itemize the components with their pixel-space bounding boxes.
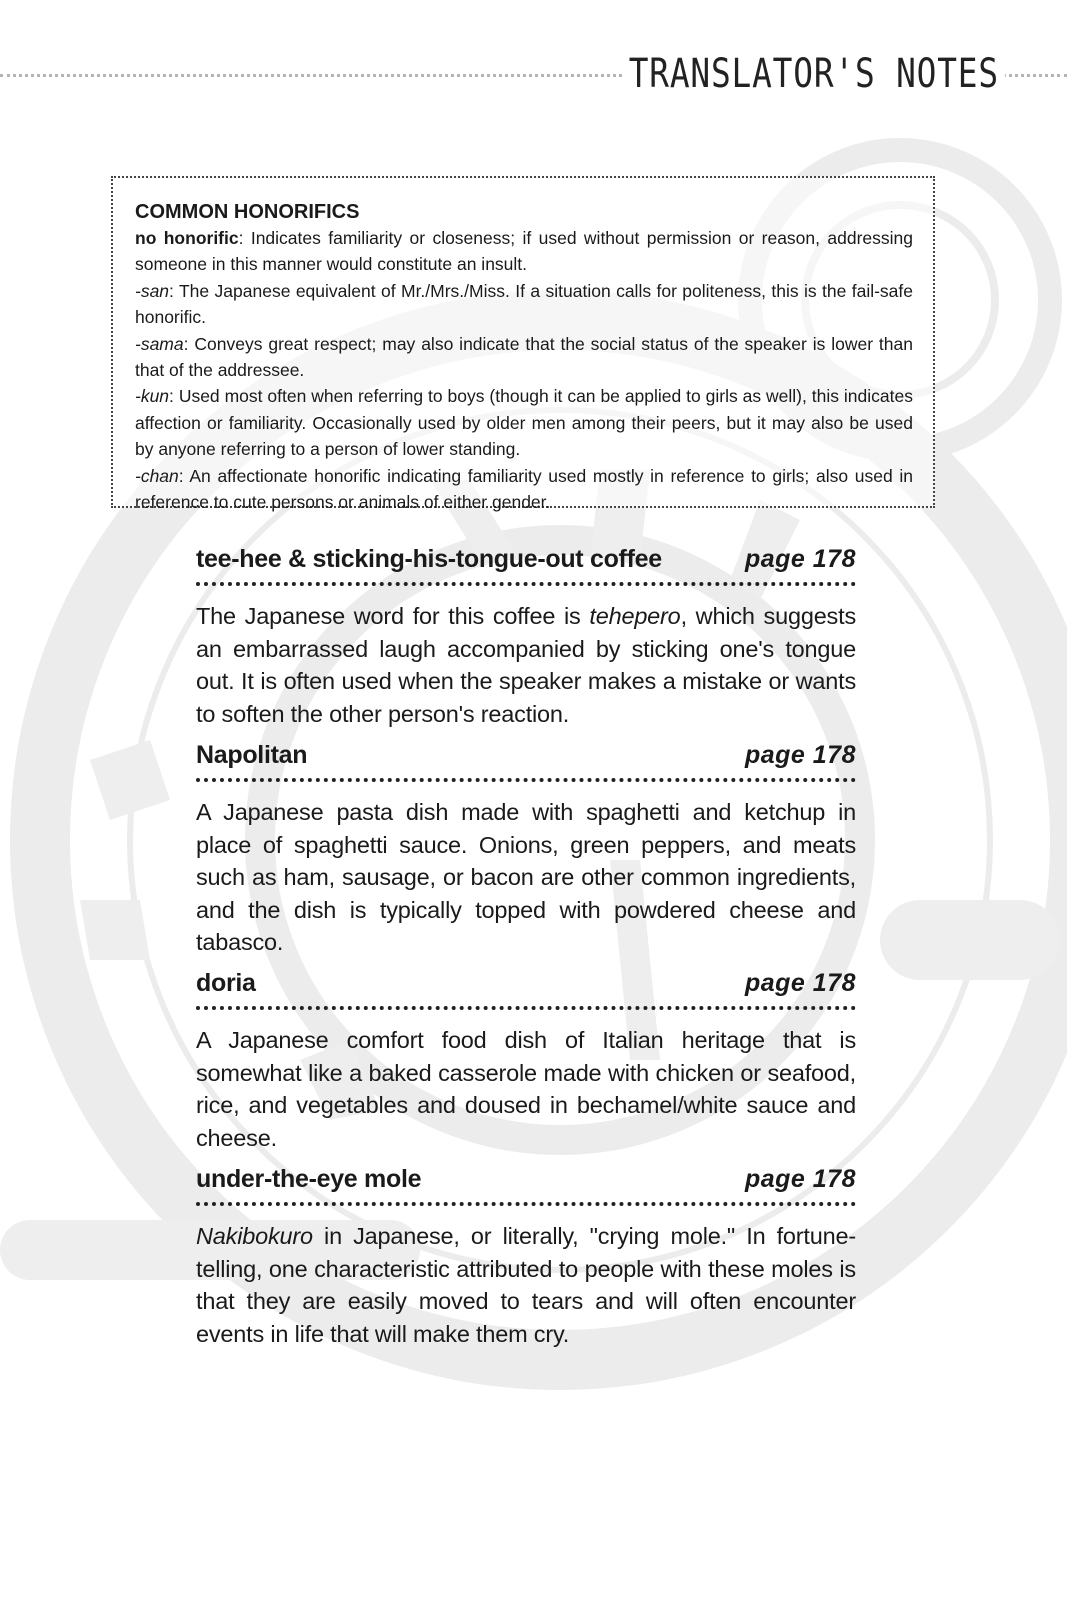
note-dotted-rule (196, 1202, 856, 1206)
honorific-definition: : The Japanese equivalent of Mr./Mrs./Miss. If a situation calls for politeness, this is the fail-safe honorific. (135, 280, 913, 328)
honorific-definition: : Used most often when referring to boys (though it can be applied to girls as well), this indicates affection or familiarity. Occasionally used by older men among their peers, but it may also be used by anyone referring to a person of lower standing. (135, 386, 913, 460)
note-header (196, 538, 856, 580)
note-text: The Japanese word for this coffee is (196, 603, 590, 629)
honorific-term: -kun (135, 386, 170, 407)
note-title: tee-hee & sticking-his-tongue-out coffee (196, 545, 662, 573)
honorific-term: -san (135, 280, 170, 301)
honorifics-box (111, 176, 935, 513)
note-body (196, 600, 856, 730)
honorific-sama (135, 331, 913, 384)
note-text: , which suggests an embarrassed laugh accompanied by sticking one's tongue out. It is often used when the speaker makes a mistake or wants to soften the other person's reaction. (196, 603, 856, 727)
honorific-definition: : An affectionate honorific indicating familiarity used mostly in reference to girls; also used in reference to cute persons or animals of either gender. (135, 465, 913, 513)
note-italic-term: tehepero (589, 603, 681, 629)
honorific-no-honorific (135, 225, 913, 278)
honorific-definition: : Conveys great respect; may also indicate that the social status of the speaker is lower than that of the addressee. (135, 333, 913, 381)
note-title: Napolitan (196, 741, 308, 769)
note-page-ref: page 178 (744, 969, 856, 997)
note-text: in Japanese, or literally, "crying mole." In fortune-telling, one characteristic attributed to people with these moles is that they are easily moved to tears and will often encounter events in life that will make them cry. (196, 1223, 856, 1347)
note-entry-coffee (196, 538, 856, 734)
note-text: A Japanese pasta dish made with spaghetti and ketchup in place of spaghetti sauce. Onions, green peppers, and meats such as ham, sausage, or bacon are other common ingredients, and the dish is typically topped with powdered cheese and tabasco. (196, 799, 856, 955)
notes-list (196, 538, 856, 1354)
honorific-kun (135, 383, 913, 462)
page-header (0, 40, 1067, 110)
honorific-term: no honorific (135, 228, 239, 248)
honorific-definition: : Indicates familiarity or closeness; if used without permission or reason, addressing someone in this manner would constitute an insult. (135, 228, 913, 275)
note-title: under-the-eye mole (196, 1165, 422, 1193)
honorific-term: -sama (135, 333, 184, 354)
note-text: A Japanese comfort food dish of Italian heritage that is somewhat like a baked casserole made with chicken or seafood, rice, and vegetables and doused in bechamel/white sauce and cheese. (196, 1027, 856, 1151)
note-page-ref: page 178 (744, 741, 856, 769)
note-body (196, 796, 856, 959)
honorifics-heading: COMMON HONORIFICS (135, 201, 360, 223)
note-page-ref: page 178 (744, 1165, 856, 1193)
note-italic-term: Nakibokuro (196, 1223, 313, 1249)
note-header (196, 1158, 856, 1200)
note-entry-napolitan (196, 734, 856, 962)
note-entry-mole (196, 1158, 856, 1354)
note-header (196, 734, 856, 776)
note-header (196, 962, 856, 1004)
note-body (196, 1220, 856, 1350)
note-body (196, 1024, 856, 1154)
note-dotted-rule (196, 1006, 856, 1010)
honorific-san (135, 278, 913, 331)
honorific-term: -chan (135, 465, 179, 486)
page-title: TRANSLATOR'S NOTES (622, 48, 1005, 100)
note-entry-doria (196, 962, 856, 1158)
honorific-chan (135, 463, 913, 516)
note-dotted-rule (196, 582, 856, 586)
note-dotted-rule (196, 778, 856, 782)
note-page-ref: page 178 (744, 545, 856, 573)
note-title: doria (196, 969, 256, 997)
